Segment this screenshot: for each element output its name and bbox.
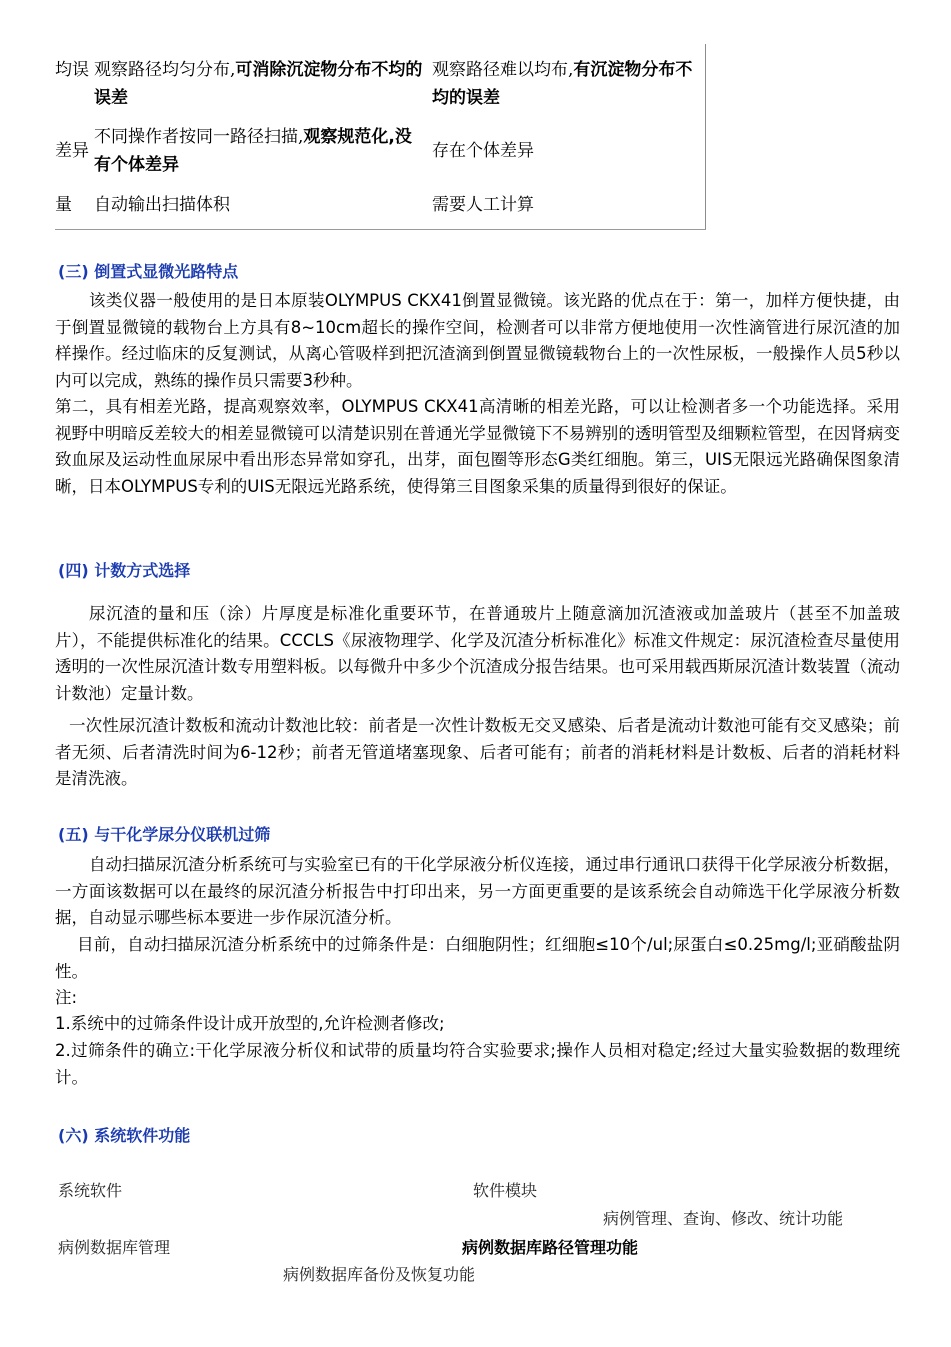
module-case-management: 病例管理、查询、修改、统计功能 <box>603 1209 844 1228</box>
comparison-table <box>55 44 706 230</box>
module-database-path: 病例数据库路径管理功能 <box>462 1238 639 1257</box>
note-item-2: 2.过筛条件的确立:干化学尿液分析仪和试带的质量均符合实验要求;操作人员相对稳定;经过大量实验数据的数理统计。 <box>55 1041 900 1087</box>
row-item-label: 差异 <box>55 141 89 161</box>
table-row <box>55 56 705 116</box>
row-item-label: 量 <box>55 195 72 215</box>
section-3-paragraph-2: 第二，具有相差光路，提高观察效率，OLYMPUS CKX41高清晰的相差光路，可以让检测者多一个功能选择。采用视野中明暗反差较大的相差显微镜可以清楚识别在普通光学显微镜下不易辨别的透明管型及细颗粒管型，在因肾病变致血尿及运动性血尿尿中看出形态异常如穿孔，出芽，面包圈等形态G类红细胞。第三，UIS无限远光路确保图象清晰，日本OLYMPUS专利的UIS无限远光路系统，使得第三目图象采集的质量得到很好的保证。 <box>55 397 900 496</box>
auto-scan-cell: 自动输出扫描体积 <box>94 195 230 215</box>
section-5-paragraph-2: 目前，自动扫描尿沉渣分析系统中的过筛条件是：白细胞阴性；红细胞≤10个/ul;尿蛋白≤0.25mg/l;亚硝酸盐阴性。 <box>55 935 900 981</box>
table-row <box>55 191 705 221</box>
manual-cell: 存在个体差异 <box>432 141 534 161</box>
table-row <box>55 123 705 183</box>
section-heading-4: (四) 计数方式选择 <box>58 561 191 580</box>
section-heading-6: (六) 系统软件功能 <box>58 1126 191 1145</box>
manual-cell: 需要人工计算 <box>432 195 534 215</box>
column-header-system-software: 系统软件 <box>58 1181 123 1200</box>
section-4-paragraph-1: 尿沉渣的量和压（涂）片厚度是标准化重要环节，在普通玻片上随意滴加沉渣液或加盖玻片（甚至不加盖玻片），不能提供标准化的结果。CCCLS《尿液物理学、化学及沉渣分析标准化》标准文件规定：尿沉渣检查尽量使用透明的一次性尿沉渣计数专用塑料板。以每微升中多少个沉渣成分报告结果。也可采用载西斯尿沉渣计数装置（流动计数池）定量计数。 <box>55 604 900 703</box>
section-heading-5: (五) 与干化学尿分仪联机过筛 <box>58 825 271 844</box>
section-heading-3: (三) 倒置式显微光路特点 <box>58 262 239 281</box>
row-item-label: 均误 <box>55 60 89 80</box>
section-4-paragraph-2: 一次性尿沉渣计数板和流动计数池比较：前者是一次性计数板无交叉感染、后者是流动计数池可能有交叉感染；前者无须、后者清洗时间为6-12秒；前者无管道堵塞现象、后者可能有；前者的消耗材料是计数板、后者的消耗材料是清洗液。 <box>55 716 900 788</box>
table-right-border <box>705 44 706 230</box>
manual-cell: 观察路径难以均布,有沉淀物分布不均的误差 <box>432 60 693 108</box>
column-header-software-module: 软件模块 <box>473 1181 538 1200</box>
section-5-paragraph-1: 自动扫描尿沉渣分析系统可与实验室已有的干化学尿液分析仪连接，通过串行通讯口获得干化学尿液分析数据，一方面该数据可以在最终的尿沉渣分析报告中打印出来，另一方面更重要的是该系统会自动筛选干化学尿液分析数据，自动显示哪些标本要进一步作尿沉渣分析。 <box>55 855 900 927</box>
section-3-paragraph-1: 该类仪器一般使用的是日本原装OLYMPUS CKX41倒置显微镜。该光路的优点在于：第一，加样方便快捷，由于倒置显微镜的载物台上方具有8~10cm超长的操作空间，检测者可以非常方便地使用一次性滴管进行尿沉渣的加样操作。经过临床的反复测试，从离心管吸样到把沉渣滴到倒置显微镜载物台上的一次性尿板，一般操作人员5秒以内可以完成，熟练的操作员只需要3秒种。 <box>55 291 900 390</box>
note-label: 注: <box>55 988 78 1007</box>
auto-scan-cell: 观察路径均匀分布,可消除沉淀物分布不均的误差 <box>94 60 423 108</box>
table-bottom-border <box>55 229 706 230</box>
row-label-case-database: 病例数据库管理 <box>58 1238 171 1257</box>
auto-scan-cell: 不同操作者按同一路径扫描,观察规范化,没有个体差异 <box>94 127 412 175</box>
note-item-1: 1.系统中的过筛条件设计成开放型的,允许检测者修改; <box>55 1014 445 1033</box>
module-database-backup: 病例数据库备份及恢复功能 <box>283 1265 476 1284</box>
